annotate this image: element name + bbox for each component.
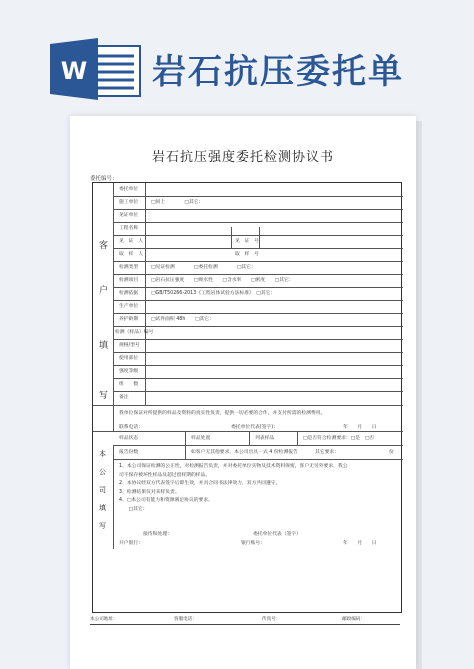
client-row-value[interactable]: □GB/T50266-2013《工程岩体试验方法标准》 □其它： bbox=[151, 291, 276, 296]
client-label-4: 写 bbox=[99, 391, 109, 401]
column-divider bbox=[231, 227, 232, 249]
sample-disposal-label: 样品处置 bbox=[191, 436, 211, 441]
footer-postcode: 邮政编码： bbox=[342, 617, 365, 622]
row-divider bbox=[113, 326, 403, 327]
entrust-number-label: 委托编号： bbox=[90, 176, 118, 182]
report-copies-text: 如客户无其他要求，本公司出具一式 4 份检测报告 bbox=[191, 450, 298, 455]
note-line: 司不保存被坏性样品及超过留样期的样品。 bbox=[119, 472, 211, 478]
company-notes bbox=[119, 463, 389, 514]
copies-unit: 份 bbox=[389, 450, 394, 455]
row-divider bbox=[113, 196, 403, 197]
client-row-label: 检测依据 bbox=[119, 291, 139, 296]
client-row-label: 见证单位 bbox=[119, 213, 139, 218]
banner-title: 岩石抗压委托单 bbox=[152, 52, 404, 92]
row-divider bbox=[113, 378, 403, 379]
company-label-2: 公 bbox=[99, 468, 106, 476]
company-label-3: 司 bbox=[99, 486, 106, 494]
sample-compliance-check[interactable]: □是否符合检测要求：□是 □否 bbox=[303, 436, 375, 441]
agent-sign-label: 委托单位代表（签字） bbox=[253, 532, 301, 537]
account-label: 银行账号： bbox=[241, 541, 265, 546]
receiver-label: 接待和处理： bbox=[143, 532, 172, 537]
client-row-label: 施工单位 bbox=[119, 200, 139, 205]
client-row-value[interactable]: □见证检测 □委托检测 □其它： bbox=[151, 265, 256, 270]
banner bbox=[0, 0, 474, 112]
company-label-1: 本 bbox=[99, 450, 106, 458]
client-row-label: 规格/型号 bbox=[119, 343, 140, 348]
footer-address: 本公司地址： bbox=[90, 617, 118, 622]
client-date-label: 年 月 日 bbox=[343, 425, 377, 430]
client-row-label: 组 数 bbox=[119, 382, 139, 387]
note-line: 2、本协议经双方代表签字后即生效，并具合同书法律效力，双方共同遵守。 bbox=[119, 481, 281, 486]
company-label-5: 写 bbox=[99, 522, 106, 530]
client-row-label: 委托单位 bbox=[119, 187, 139, 192]
other-requirements-label: 其它要求： bbox=[315, 450, 339, 455]
report-copies-label: 报告份数 bbox=[119, 450, 139, 455]
row-divider bbox=[113, 287, 403, 288]
client-row-label: 使用部位 bbox=[119, 356, 139, 361]
client-row-value[interactable]: □岩石抗压强度 □吸水性 □含水率 □密度 □其它： bbox=[151, 278, 294, 283]
footer-fax: 传真号： bbox=[262, 617, 281, 622]
client-row-right-label: 见 证 号 bbox=[235, 239, 259, 244]
sample-status-label: 样品状态 bbox=[119, 436, 139, 441]
client-row-label: 见 证 人 bbox=[119, 239, 143, 244]
company-date-label: 年 月 日 bbox=[343, 541, 377, 546]
row-divider bbox=[113, 274, 403, 275]
client-row-value[interactable]: □同上 □其它： bbox=[151, 200, 204, 205]
client-row-label: 检测（样品）编号 bbox=[115, 330, 154, 335]
section-divider bbox=[113, 183, 114, 431]
client-row-label: 工程名称 bbox=[119, 226, 139, 231]
note-line: 1、本公司保证检测的公正性，对检测报告负责，并对委托单位实物及技术资料保密，客户无另外要求，我公 bbox=[119, 464, 348, 469]
client-phone-label: 联系电话： bbox=[119, 425, 143, 430]
svg-text:W: W bbox=[60, 57, 88, 85]
bank-label: 开户银行： bbox=[119, 541, 143, 546]
client-row-label: 生产单位 bbox=[119, 304, 139, 309]
row-divider bbox=[113, 391, 403, 392]
entrust-form bbox=[92, 182, 402, 613]
client-statement: 我单位保证对所提供的样品及资料的真实性负责，提供一切必要的合作，并支付所需的检测费用。 bbox=[119, 411, 326, 416]
client-row-label: 备注 bbox=[119, 395, 129, 400]
label-divider bbox=[145, 183, 146, 405]
note-line: 3、检测结果仅对来样负责。 bbox=[119, 489, 180, 495]
document-title: 岩石抗压强度委托检测协议书 bbox=[151, 150, 334, 165]
section-divider bbox=[113, 445, 114, 549]
client-row-label: 检测类型 bbox=[119, 265, 139, 270]
row-divider bbox=[113, 222, 403, 223]
sample-list-label: 列表样品 bbox=[255, 436, 275, 441]
row-divider bbox=[113, 313, 403, 314]
client-row-label: 强度等级 bbox=[119, 369, 139, 374]
row-divider bbox=[113, 235, 403, 236]
footer-divider bbox=[90, 624, 400, 625]
word-document-icon bbox=[48, 38, 144, 100]
client-row-label: 取 样 人 bbox=[119, 252, 143, 257]
client-row-label: 检测项目 bbox=[119, 278, 139, 283]
note-line: 4、□本公司有能力和资源满足协议的要求。 bbox=[119, 498, 213, 503]
company-label-4: 填 bbox=[99, 504, 106, 512]
row-divider bbox=[113, 352, 403, 353]
client-label-1: 客 bbox=[99, 241, 109, 251]
client-sign-label: 委托单位代表(签字)： bbox=[231, 425, 278, 430]
document-page bbox=[70, 116, 416, 669]
client-row-label: 养护龄期 bbox=[119, 317, 139, 322]
row-divider bbox=[113, 261, 403, 262]
note-line: □其它： bbox=[119, 506, 148, 512]
footer-phone: 客服电话： bbox=[174, 617, 197, 622]
column-divider bbox=[259, 227, 260, 249]
client-row-value[interactable]: □试件面积 48h □其它： bbox=[151, 317, 214, 322]
row-divider bbox=[113, 248, 403, 249]
client-label-2: 户 bbox=[99, 286, 109, 296]
row-divider bbox=[113, 365, 403, 366]
client-row-right-label: 取 样 号 bbox=[235, 252, 259, 257]
row-divider bbox=[113, 300, 403, 301]
row-divider bbox=[113, 209, 403, 210]
row-divider bbox=[113, 339, 403, 340]
client-label-3: 填 bbox=[99, 341, 109, 351]
